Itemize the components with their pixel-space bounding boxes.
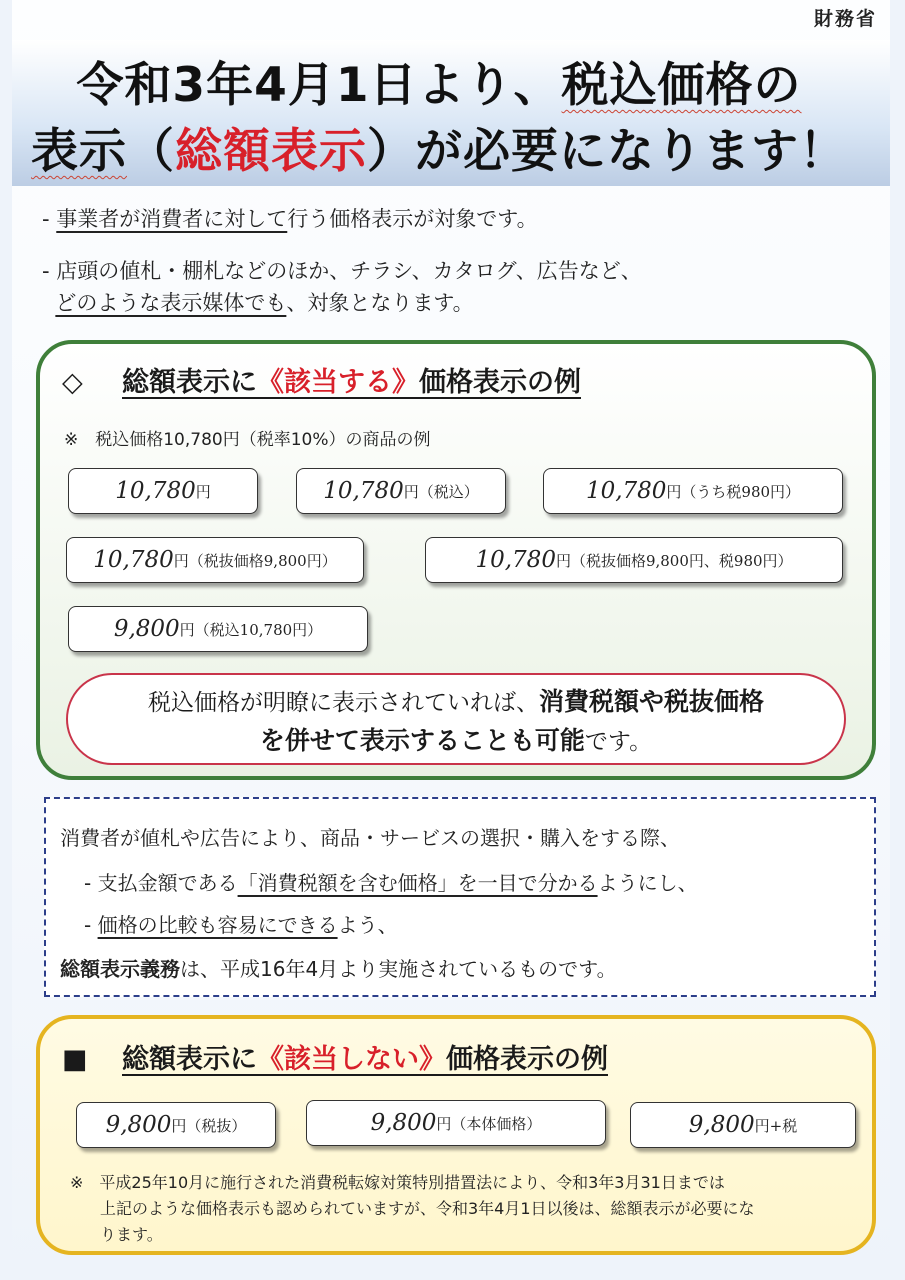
- explanation-line-2-a: - 支払金額である: [84, 871, 238, 895]
- price-sub: 円（うち税980円）: [666, 482, 801, 501]
- price-main: 9,800: [688, 1112, 755, 1138]
- not-applicable-heading: [62, 1037, 608, 1076]
- pill-text-bold-2: を併せて表示することも可能: [259, 726, 585, 755]
- note-line-3: ります。: [100, 1225, 163, 1244]
- applicable-note: ※ 税込価格10,780円（税率10%）の商品の例: [64, 430, 431, 450]
- note-line-2: 上記のような価格表示も認められていますが、令和3年4月1日以後は、総額表示が必要にな: [100, 1199, 755, 1218]
- price-example: [68, 606, 368, 652]
- title-line-2: [0, 114, 878, 181]
- explanation-line-2-underlined: 「消費税額を含む価格」を一目で分かる: [237, 871, 598, 895]
- ministry-name: 財務省: [813, 8, 877, 30]
- price-sub: 円（本体価格）: [436, 1114, 542, 1133]
- explanation-line-2-b: ようにし、: [597, 871, 698, 895]
- explanation-line-1: 消費者が値札や広告により、商品・サービスの選択・購入をする際、: [60, 826, 680, 850]
- price-sub: 円（税抜）: [171, 1116, 247, 1135]
- applicable-heading-highlight: 《該当する》: [257, 367, 419, 398]
- price-main: 10,780: [323, 478, 404, 504]
- intro-item-2: [42, 255, 642, 319]
- intro-dash: -: [42, 259, 57, 283]
- not-applicable-heading-b: 価格表示の例: [446, 1044, 608, 1075]
- price-example: [425, 537, 843, 583]
- price-sub: 円（税込）: [403, 482, 479, 501]
- price-sub: 円（税抜価格9,800円）: [173, 551, 337, 570]
- applicable-heading-a: 総額表示に: [122, 367, 257, 398]
- price-example: [68, 468, 258, 514]
- intro-item-2-underlined: どのような表示媒体でも: [55, 291, 287, 315]
- title-paren-open: （: [127, 124, 175, 179]
- price-example: [76, 1102, 276, 1148]
- explanation-line-3-underlined: 価格の比較も容易にできる: [97, 913, 338, 937]
- price-main: 9,800: [113, 616, 180, 642]
- price-example: [66, 537, 364, 583]
- price-main: 10,780: [585, 478, 667, 504]
- intro-dash: -: [42, 207, 57, 231]
- price-main: 10,780: [475, 547, 556, 573]
- price-example: [630, 1102, 856, 1148]
- not-applicable-heading-a: 総額表示に: [122, 1044, 257, 1075]
- not-applicable-note: [70, 1170, 860, 1248]
- price-example: [306, 1100, 606, 1146]
- price-sub: 円（税込10,780円）: [179, 620, 323, 639]
- pill-text-bold-1: 消費税額や税抜価格: [538, 687, 764, 716]
- intro-item-1-rest: 行う価格表示が対象です。: [287, 207, 538, 231]
- price-main: 10,780: [115, 478, 196, 504]
- price-example: [296, 468, 506, 514]
- pill-text-c: です。: [584, 729, 653, 755]
- price-main: 10,780: [93, 547, 174, 573]
- explanation-line-3-a: -: [84, 913, 98, 937]
- price-sub: 円: [195, 482, 211, 501]
- square-icon: ■: [62, 1044, 88, 1075]
- explanation-line-3: [84, 909, 398, 938]
- price-main: 9,800: [105, 1112, 172, 1138]
- title-line-1: [0, 48, 878, 115]
- intro-item-1-underlined: 事業者が消費者に対して: [56, 207, 288, 231]
- not-applicable-heading-highlight: 《該当しない》: [257, 1044, 446, 1075]
- price-example: [543, 468, 843, 514]
- note-line-1: ※ 平成25年10月に施行された消費税転嫁対策特別措置法により、令和3年3月31日までは: [70, 1173, 725, 1192]
- title-line-2-part-a: 表示: [31, 124, 127, 179]
- applicable-heading-b: 価格表示の例: [419, 367, 581, 398]
- explanation-line-4-bold: 総額表示義務: [60, 957, 180, 981]
- title-highlight: 総額表示: [175, 124, 367, 179]
- explanation-line-3-b: よう、: [337, 913, 398, 937]
- applicable-heading: [62, 360, 581, 399]
- title-paren-close: ）: [367, 124, 415, 179]
- explanation-line-4-rest: は、平成16年4月より実施されているものです。: [180, 957, 617, 981]
- pill-text-a: 税込価格が明瞭に表示されていれば、: [147, 690, 539, 716]
- title-line-1-part-b: 税込価格の: [561, 58, 802, 113]
- title-line-1-part-a: 令和3年4月1日より、: [76, 58, 562, 113]
- price-main: 9,800: [370, 1110, 437, 1136]
- explanation-line-4: [60, 953, 617, 982]
- intro-item-2-line-1: 店頭の値札・棚札などのほか、チラシ、カタログ、広告など、: [56, 259, 642, 283]
- diamond-icon: ◇: [62, 367, 83, 398]
- intro-item-1: [42, 203, 538, 235]
- applicable-summary-pill: [66, 673, 846, 765]
- explanation-line-2: [84, 867, 698, 896]
- intro-item-2-rest: 、対象となります。: [286, 291, 474, 315]
- title-line-2-part-b: が必要になります！: [415, 124, 847, 179]
- price-sub: 円+税: [754, 1116, 798, 1135]
- price-sub: 円（税抜価格9,800円、税980円）: [555, 551, 793, 570]
